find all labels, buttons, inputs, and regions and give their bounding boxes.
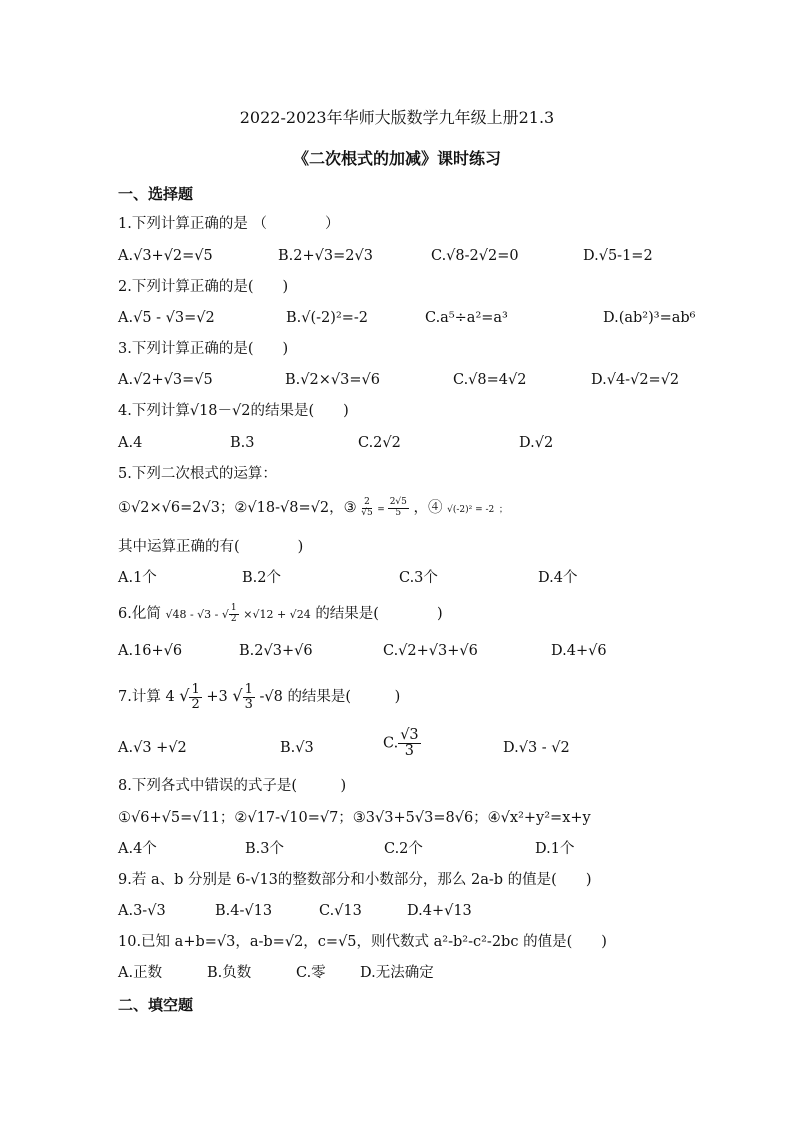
option-a[interactable]: A.√5 - √3=√2 [118, 310, 215, 326]
option-b[interactable]: B.√(-2)²=-2 [286, 310, 369, 326]
expression-list: ①√2×√6=2√3；②√18-√8=√2，③ [118, 500, 357, 516]
option-c[interactable] [383, 728, 421, 759]
fraction-1-over-2 [189, 683, 201, 711]
separator: ，④ [413, 500, 443, 516]
option-b[interactable]: B.4-√13 [215, 903, 273, 919]
stem-suffix: 的结果是( ) [287, 689, 401, 706]
fraction-denominator: 3 [244, 696, 253, 712]
option-d[interactable]: D.4个 [538, 570, 578, 586]
option-b[interactable]: B.3 [230, 435, 255, 451]
tail-term: -√8 [259, 689, 283, 706]
option-c[interactable]: C.a⁵÷a²=a³ [425, 310, 508, 326]
section-fill-heading: 二、填空题 [118, 996, 194, 1014]
option-a[interactable]: A.正数 [118, 965, 163, 981]
stem-suffix: 的结果是( ) [315, 606, 443, 622]
option-a[interactable]: A.16+√6 [118, 643, 183, 659]
question-8-expressions: ①√6+√5=√11；②√17-√10=√7；③3√3+5√3=8√6；④√x²+y²=x+y [118, 810, 591, 826]
question-4-stem: 4.下列计算√18－√2的结果是( ) [118, 403, 349, 419]
option-b[interactable]: B.√3 [280, 740, 314, 756]
fraction-numerator: 1 [191, 682, 200, 697]
expression-part-b: ×√12 + √24 [243, 608, 311, 621]
question-10-stem: 10.已知 a+b=√3，a-b=√2，c=√5，则代数式 a²-b²-c²-2bc 的值是( ) [118, 934, 607, 950]
fraction-numerator: 1 [230, 603, 237, 614]
option-a[interactable]: A.4个 [118, 841, 157, 857]
fraction-2sqrt5-over-5 [388, 498, 409, 518]
option-c[interactable]: C.√8=4√2 [453, 372, 527, 388]
option-b[interactable]: B.负数 [207, 965, 252, 981]
fraction-denominator: 3 [404, 743, 415, 760]
option-c-fraction [398, 728, 420, 759]
option-b[interactable]: B.2个 [242, 570, 281, 586]
option-b[interactable]: B.√2×√3=√6 [285, 372, 380, 388]
question-1-stem: 1.下列计算正确的是 （ ） [118, 216, 340, 232]
option-c[interactable]: C.零 [296, 965, 326, 981]
option-a[interactable]: A.√2+√3=√5 [118, 372, 213, 388]
question-8-stem: 8.下列各式中错误的式子是( ) [118, 778, 347, 794]
option-d[interactable]: D.无法确定 [360, 965, 434, 981]
question-3-stem: 3.下列计算正确的是( ) [118, 341, 289, 357]
section-choice-heading: 一、选择题 [118, 185, 194, 203]
option-d[interactable]: D.(ab²)³=ab⁶ [603, 310, 696, 326]
option-b[interactable]: B.2√3+√6 [239, 643, 313, 659]
fraction-denominator: 2 [191, 696, 200, 712]
fraction-denominator: √5 [361, 507, 373, 518]
option-a[interactable]: A.√3+√2=√5 [118, 248, 213, 264]
option-d[interactable]: D.√5-1=2 [583, 248, 653, 264]
question-2-stem: 2.下列计算正确的是( ) [118, 279, 289, 295]
sqrt-expression: √(-2)² = -2 [447, 505, 495, 515]
option-c[interactable]: C.√8-2√2=0 [431, 248, 519, 264]
option-a[interactable]: A.√3 +√2 [118, 740, 187, 756]
question-6-stem: 6.化简 √48 - √3 - √ $\frac{1}{2}$ ×√12 + √24 的结果是( ) [118, 603, 443, 624]
option-a[interactable]: A.1个 [118, 570, 157, 586]
option-d[interactable]: D.√4-√2=√2 [591, 372, 680, 388]
option-c[interactable]: C.2个 [384, 841, 423, 857]
stem-prefix: 7.计算 4 [118, 689, 175, 706]
fraction-1-over-3 [243, 683, 255, 711]
fraction-denominator: 2 [230, 613, 237, 624]
expression-part-a: √48 - √3 - [165, 608, 222, 621]
option-b[interactable]: B.2+√3=2√3 [278, 248, 373, 264]
title-line-2: 《二次根式的加减》课时练习 [292, 149, 501, 168]
option-d[interactable]: D.√2 [519, 435, 554, 451]
option-a[interactable]: A.4 [118, 435, 143, 451]
fraction-2-over-sqrt5 [361, 498, 372, 518]
question-5-prompt: 其中运算正确的有( ) [118, 539, 304, 555]
option-c[interactable]: C.√2+√3+√6 [383, 643, 478, 659]
option-c[interactable]: C.2√2 [358, 435, 401, 451]
option-a[interactable]: A.3-√3 [118, 903, 166, 919]
fraction-numerator: 1 [244, 682, 253, 697]
middle-term: +3 [206, 689, 228, 706]
option-d[interactable]: D.4+√6 [551, 643, 607, 659]
option-c-label: C. [383, 735, 399, 752]
terminator: ； [498, 505, 508, 515]
fraction-denominator: 5 [395, 507, 402, 518]
option-c[interactable]: C.√13 [319, 903, 362, 919]
option-d[interactable]: D.1个 [535, 841, 575, 857]
option-d[interactable]: D.4+√13 [407, 903, 472, 919]
question-9-stem: 9.若 a、b 分别是 6-√13的整数部分和小数部分，那么 2a-b 的值是( ) [118, 872, 592, 888]
option-c[interactable]: C.3个 [399, 570, 438, 586]
stem-prefix: 6.化简 [118, 606, 161, 622]
question-7-stem: 7.计算 4 √ $\frac{1}{2}$ +3 √ $\frac{1}{3}$ -√8 的结果是( ) [118, 682, 401, 712]
fraction-numerator: 2 [364, 497, 370, 508]
option-b[interactable]: B.3个 [245, 841, 284, 857]
fraction-numerator: 2√5 [389, 497, 407, 508]
title-line-1: 2022-2023年华师大版数学九年级上册21.3 [239, 108, 555, 127]
option-d[interactable]: D.√3 - √2 [503, 740, 570, 756]
fraction-numerator: √3 [400, 727, 419, 743]
question-5-expressions: ①√2×√6=2√3；②√18-√8=√2，③ $\frac{2}{√5}$ = $\frac{2√5}{5}$ ，④ √(-2)² = -2 ； [118, 497, 508, 518]
question-5-stem: 5.下列二次根式的运算： [118, 466, 277, 482]
fraction-1-over-2 [229, 604, 239, 624]
